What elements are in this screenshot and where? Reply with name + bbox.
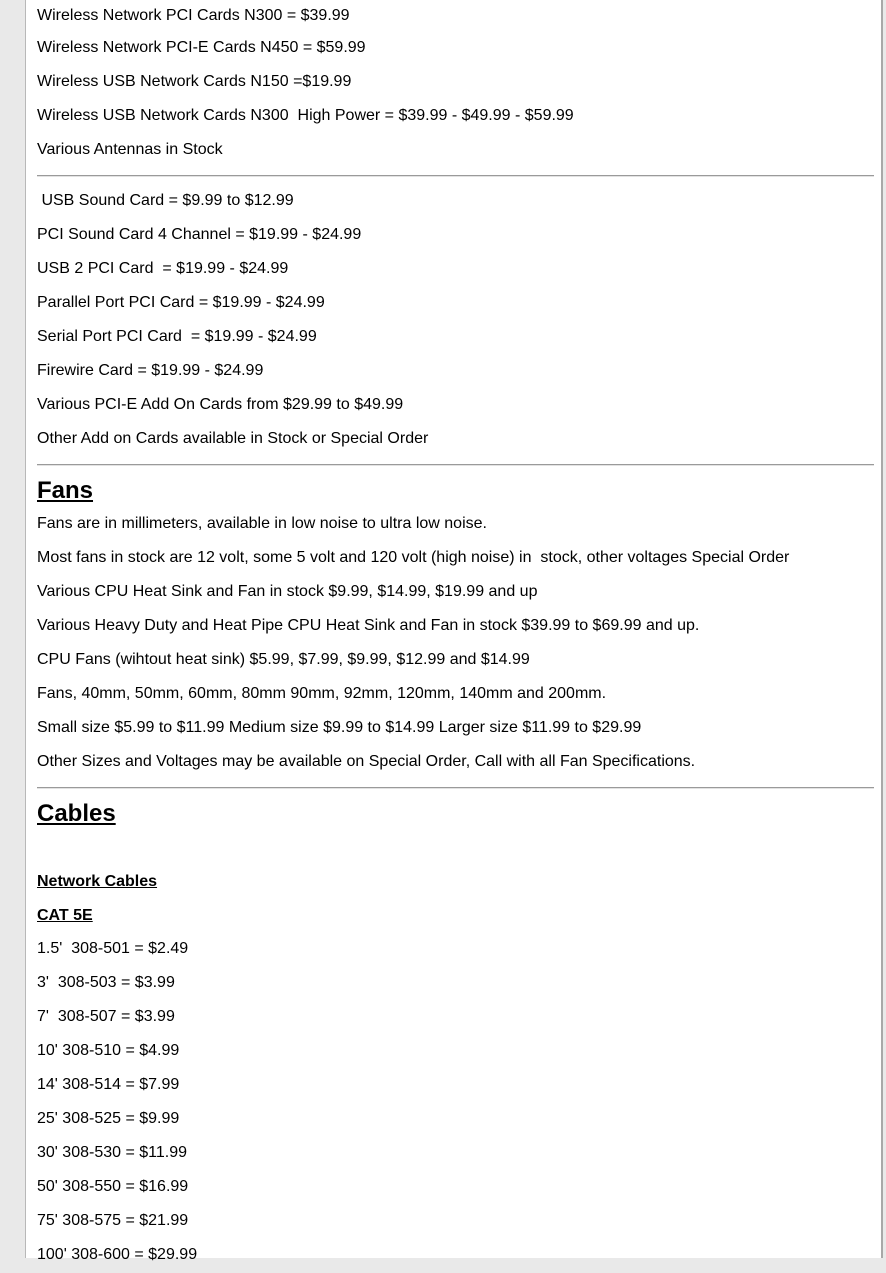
- fan-line: Other Sizes and Voltages may be available on Special Order, Call with all Fan Specifications.: [37, 753, 696, 770]
- section-divider: [37, 464, 874, 466]
- price-line: Various PCI-E Add On Cards from $29.99 to $49.99: [37, 396, 404, 413]
- cat5e-heading: CAT 5E: [37, 907, 93, 924]
- cable-price-line: 50' 308-550 = $16.99: [37, 1178, 189, 1195]
- cable-price-line: 14' 308-514 = $7.99: [37, 1076, 180, 1093]
- price-line: Serial Port PCI Card = $19.99 - $24.99: [37, 328, 317, 345]
- cable-price-line: 75' 308-575 = $21.99: [37, 1212, 189, 1229]
- price-line: Wireless Network PCI-E Cards N450 = $59.99: [37, 39, 366, 56]
- price-line: Wireless USB Network Cards N300 High Power = $39.99 - $49.99 - $59.99: [37, 107, 574, 124]
- section-divider: [37, 787, 874, 789]
- section-divider: [37, 175, 874, 177]
- fan-line: Small size $5.99 to $11.99 Medium size $9.99 to $14.99 Larger size $11.99 to $29.99: [37, 719, 642, 736]
- fan-line: Fans, 40mm, 50mm, 60mm, 80mm 90mm, 92mm, 120mm, 140mm and 200mm.: [37, 685, 607, 702]
- price-line: Other Add on Cards available in Stock or Special Order: [37, 430, 429, 447]
- network-cards-section: [37, 0, 874, 168]
- content-area: [37, 0, 874, 1273]
- price-line: Firewire Card = $19.99 - $24.99: [37, 362, 264, 379]
- cable-price-line: 25' 308-525 = $9.99: [37, 1110, 180, 1127]
- price-line: Parallel Port PCI Card = $19.99 - $24.99: [37, 294, 325, 311]
- fans-section: [37, 474, 874, 780]
- fan-line: Most fans in stock are 12 volt, some 5 volt and 120 volt (high noise) in stock, other voltages Special Order: [37, 549, 790, 566]
- cables-heading: Cables: [37, 800, 116, 827]
- page-panel: [25, 0, 883, 1263]
- price-line: PCI Sound Card 4 Channel = $19.99 - $24.99: [37, 226, 362, 243]
- cables-section: [37, 797, 874, 1273]
- network-cables-heading: Network Cables: [37, 873, 158, 890]
- fan-line: Various Heavy Duty and Heat Pipe CPU Heat Sink and Fan in stock $39.99 to $69.99 and up.: [37, 617, 700, 634]
- price-line: USB Sound Card = $9.99 to $12.99: [37, 192, 294, 209]
- cable-price-line: 3' 308-503 = $3.99: [37, 974, 175, 991]
- blank-spacer: [37, 831, 874, 865]
- fan-line: Fans are in millimeters, available in low noise to ultra low noise.: [37, 515, 487, 532]
- price-line: Various Antennas in Stock: [37, 141, 223, 158]
- cable-price-line: 1.5' 308-501 = $2.49: [37, 940, 189, 957]
- cable-price-line: 7' 308-507 = $3.99: [37, 1008, 175, 1025]
- cable-price-line: 10' 308-510 = $4.99: [37, 1042, 180, 1059]
- price-line: Wireless USB Network Cards N150 =$19.99: [37, 73, 352, 90]
- price-line: USB 2 PCI Card = $19.99 - $24.99: [37, 260, 289, 277]
- fans-heading: Fans: [37, 477, 94, 504]
- price-line: Wireless Network PCI Cards N300 = $39.99: [37, 7, 350, 24]
- fan-line: CPU Fans (wihtout heat sink) $5.99, $7.99, $9.99, $12.99 and $14.99: [37, 651, 530, 668]
- cable-price-line: 30' 308-530 = $11.99: [37, 1144, 187, 1161]
- cable-price-line: 100' 308-600 = $29.99: [37, 1246, 198, 1263]
- addon-cards-section: [37, 185, 874, 457]
- fan-line: Various CPU Heat Sink and Fan in stock $9.99, $14.99, $19.99 and up: [37, 583, 538, 600]
